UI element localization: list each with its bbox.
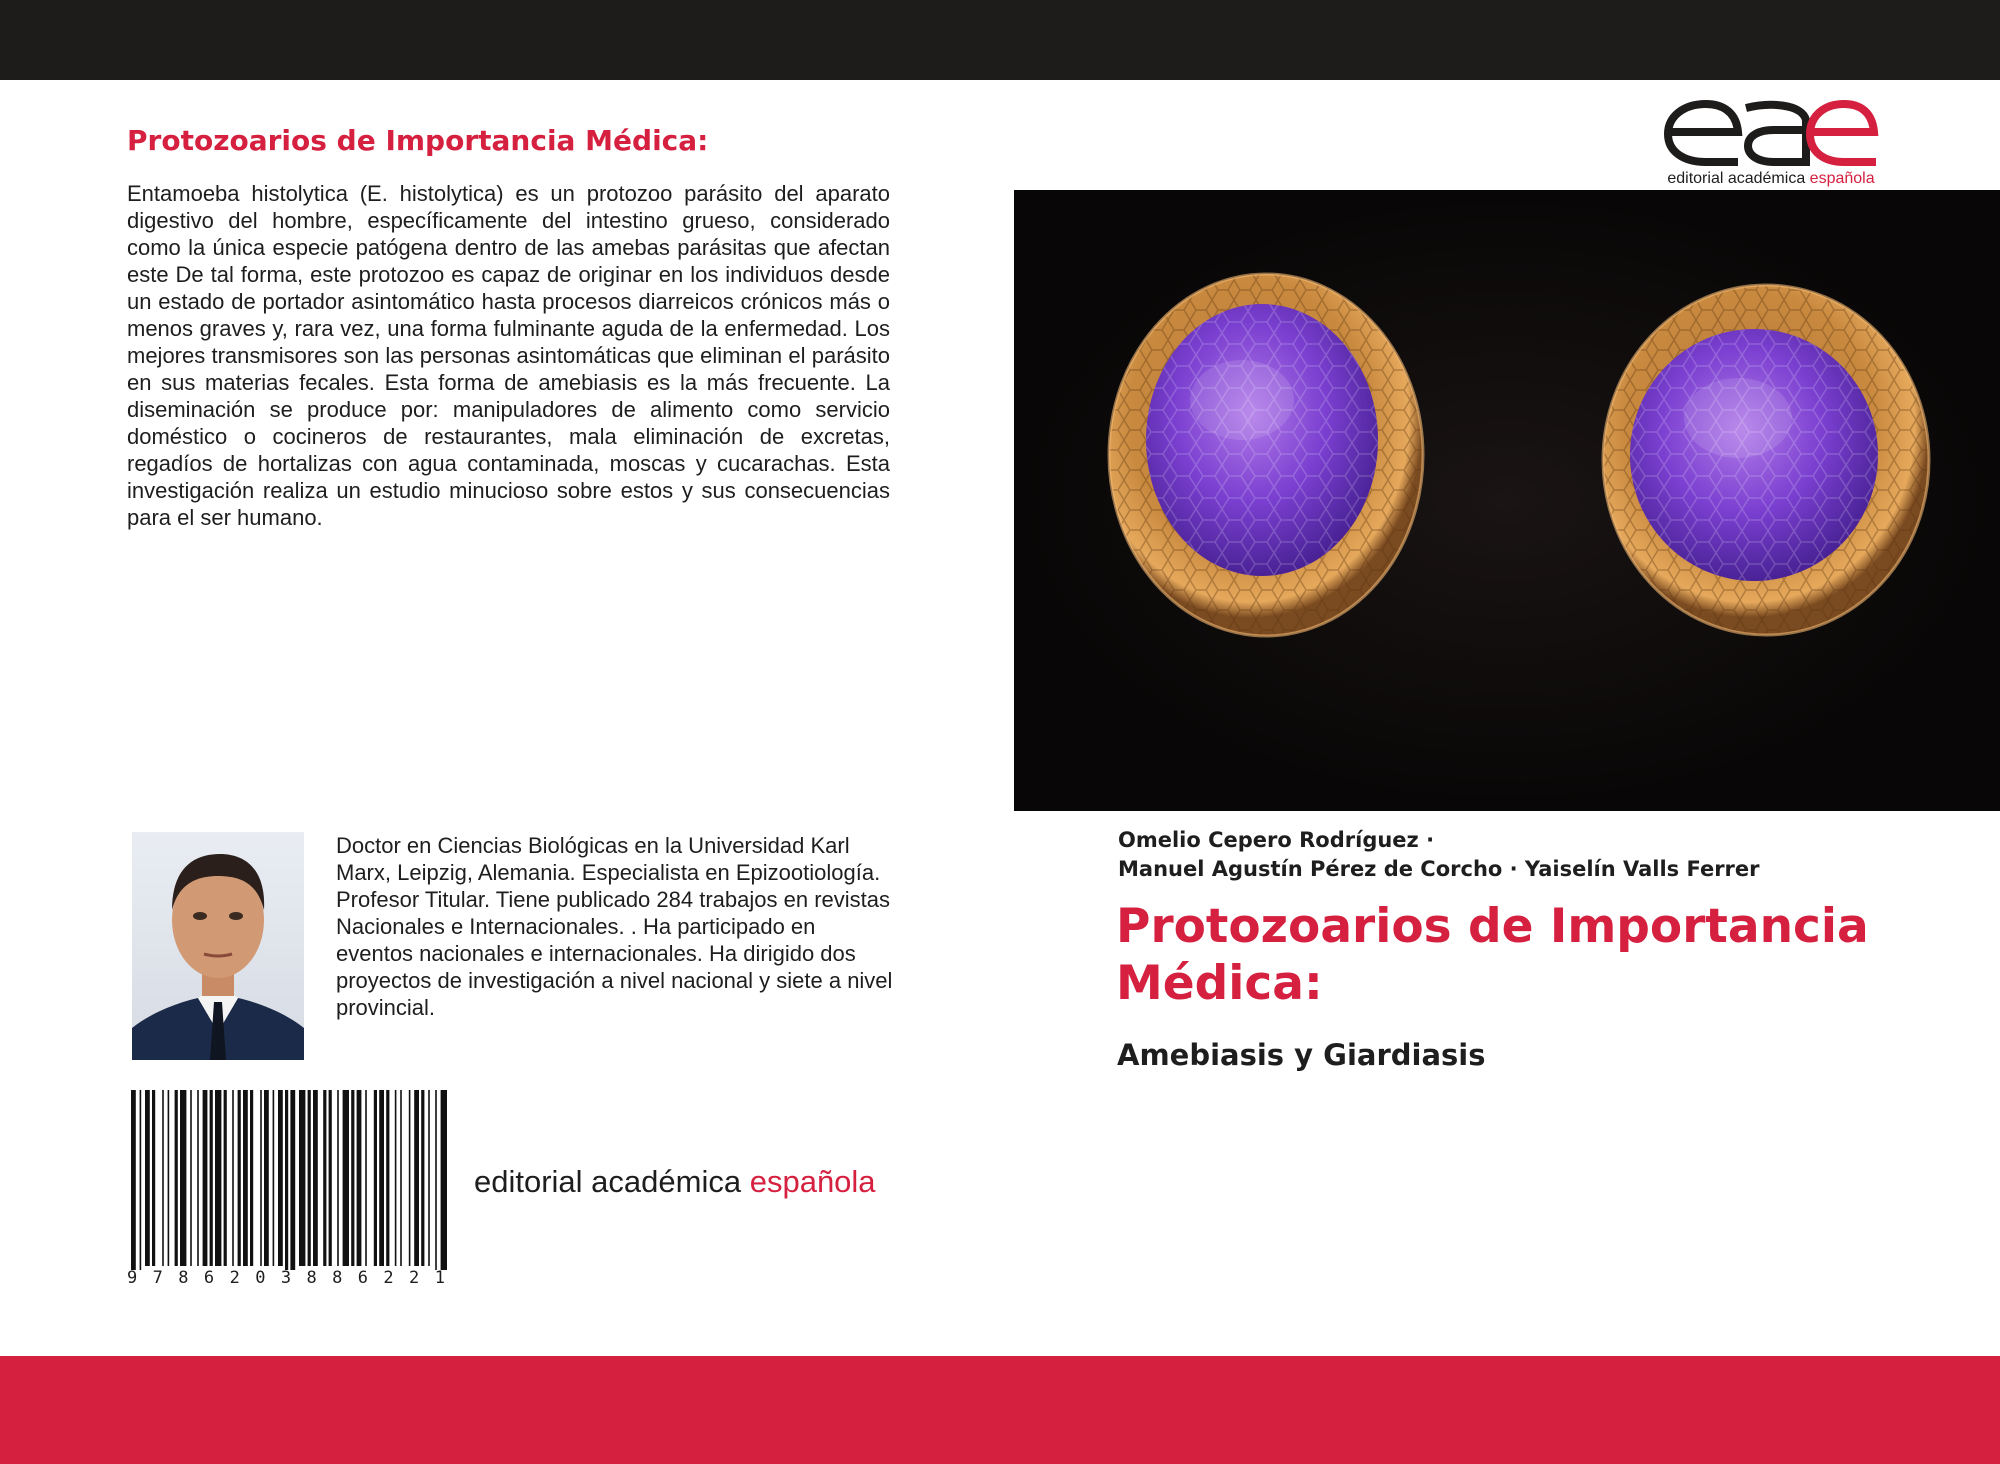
isbn-digit: 9	[127, 1268, 138, 1288]
bottom-band	[0, 1356, 2000, 1464]
eae-logo-mark	[1660, 98, 1882, 168]
barcode-bar	[224, 1090, 227, 1266]
barcode-bar	[273, 1090, 275, 1266]
barcode-bar	[343, 1090, 349, 1266]
barcode-bar	[210, 1090, 213, 1266]
barcode-bar	[323, 1090, 326, 1266]
author-biography: Doctor en Ciencias Biológicas en la Universidad Karl Marx, Leipzig, Alemania. Especialista en Epizootiología. Profesor Titular. Tiene publicado 284 trabajos en revistas Nacionales e Internacionales. . Ha participado en eventos nacionales e internacionales. Ha dirigido dos proyectos de investigación a nivel nacional y siete a nivel provincial.	[336, 833, 893, 1020]
isbn-barcode	[127, 1090, 457, 1290]
barcode-bar	[250, 1090, 253, 1266]
barcode-bar	[290, 1090, 295, 1270]
top-band	[0, 0, 2000, 80]
barcode-bar	[409, 1090, 411, 1266]
publisher-logo	[1660, 98, 1882, 188]
logo-wordmark: editorial académica española	[1667, 170, 1875, 187]
isbn-digit: 2	[383, 1268, 394, 1288]
barcode-bar	[374, 1090, 377, 1266]
barcode-bar	[278, 1090, 283, 1266]
isbn-number	[127, 1268, 445, 1288]
barcode-bar	[215, 1090, 221, 1266]
back-cover-title: Protozoarios de Importancia Médica:	[127, 124, 709, 157]
barcode-bar	[379, 1090, 384, 1266]
barcode-bar	[337, 1090, 339, 1266]
barcode-bar	[197, 1090, 199, 1266]
barcode-bar	[308, 1090, 311, 1266]
isbn-digit: 6	[357, 1268, 369, 1288]
barcode-bar	[386, 1090, 389, 1266]
barcode-bar	[140, 1090, 142, 1270]
authors-line-1: Omelio Cepero Rodríguez ·	[1118, 828, 1435, 852]
isbn-digit: 2	[409, 1268, 420, 1288]
barcode-bar	[190, 1090, 192, 1266]
barcode-bar	[260, 1090, 262, 1266]
barcode-bar	[238, 1090, 241, 1266]
isbn-digit: 6	[203, 1268, 215, 1288]
barcode-bar	[131, 1090, 136, 1270]
isbn-digit: 8	[332, 1268, 343, 1288]
barcode-bar	[414, 1090, 419, 1266]
book-description: Entamoeba histolytica (E. histolytica) es un protozoo parásito del aparato digestivo del hombre, específicamente del intestino grueso, considerado como la única especie patógena dentro de las amebas parásitas que afectan este De tal forma, este protozoo es capaz de originar en los individuos desde un estado de portador asintomático hasta procesos diarreicos crónicos más o menos graves y, rara vez, una forma fulminante aguda de la enfermedad. Los mejores transmisores son las personas asintomáticas que eliminan el parásito en sus materias fecales. Esta forma de amebiasis es la más frecuente. La diseminación se produce por: manipuladores de alimento como servicio doméstico o cocineros de restaurantes, mala eliminación de excretas, regadíos de hortalizas con agua contaminada, moscas y cucarachas. Esta investigación realiza un estudio minucioso sobre estos y sus consecuencias para el ser humano.	[127, 181, 890, 530]
isbn-digit: 8	[306, 1268, 317, 1288]
barcode-bar	[400, 1090, 402, 1266]
right-cyst	[1603, 285, 1929, 635]
barcode-bar	[428, 1090, 430, 1266]
barcode-bar	[152, 1090, 155, 1266]
barcode-bar	[145, 1090, 150, 1266]
front-cover-title: Protozoarios de Importancia Médica:	[1116, 899, 1869, 1011]
barcode-bar	[180, 1090, 186, 1266]
front-cover-subtitle: Amebiasis y Giardiasis	[1117, 1038, 1486, 1072]
barcode-bar	[351, 1090, 354, 1266]
barcode-bar	[421, 1090, 424, 1266]
isbn-digit: 1	[434, 1268, 445, 1288]
barcode-bar	[232, 1090, 234, 1266]
cover-image-cysts	[1014, 190, 2000, 811]
barcode-bar	[175, 1090, 178, 1266]
front-authors	[1118, 826, 1760, 884]
barcode-bar	[329, 1090, 332, 1266]
barcode-bar	[395, 1090, 397, 1266]
isbn-digit: 2	[229, 1268, 240, 1288]
authors-line-2: Manuel Agustín Pérez de Corcho · Yaiselín Valls Ferrer	[1118, 857, 1760, 881]
barcode-bar	[357, 1090, 362, 1266]
barcode-bar	[243, 1090, 248, 1266]
barcode-bar	[365, 1090, 367, 1266]
isbn-digit: 8	[178, 1268, 189, 1288]
barcode-bar	[299, 1090, 305, 1266]
barcode-bar	[313, 1090, 318, 1266]
left-cyst	[1109, 274, 1423, 636]
isbn-digit: 7	[152, 1268, 163, 1288]
barcode-bar	[441, 1090, 447, 1270]
publisher-name: editorial académica española	[474, 1164, 876, 1199]
barcode-bar	[162, 1090, 164, 1266]
barcode-bar	[203, 1090, 208, 1266]
barcode-bar	[264, 1090, 269, 1266]
author-photo	[132, 832, 304, 1060]
isbn-digit: 0	[255, 1268, 266, 1288]
barcode-bar	[168, 1090, 170, 1266]
isbn-digit: 3	[280, 1268, 292, 1288]
barcode-bar	[285, 1090, 288, 1270]
barcode-bar	[435, 1090, 437, 1270]
